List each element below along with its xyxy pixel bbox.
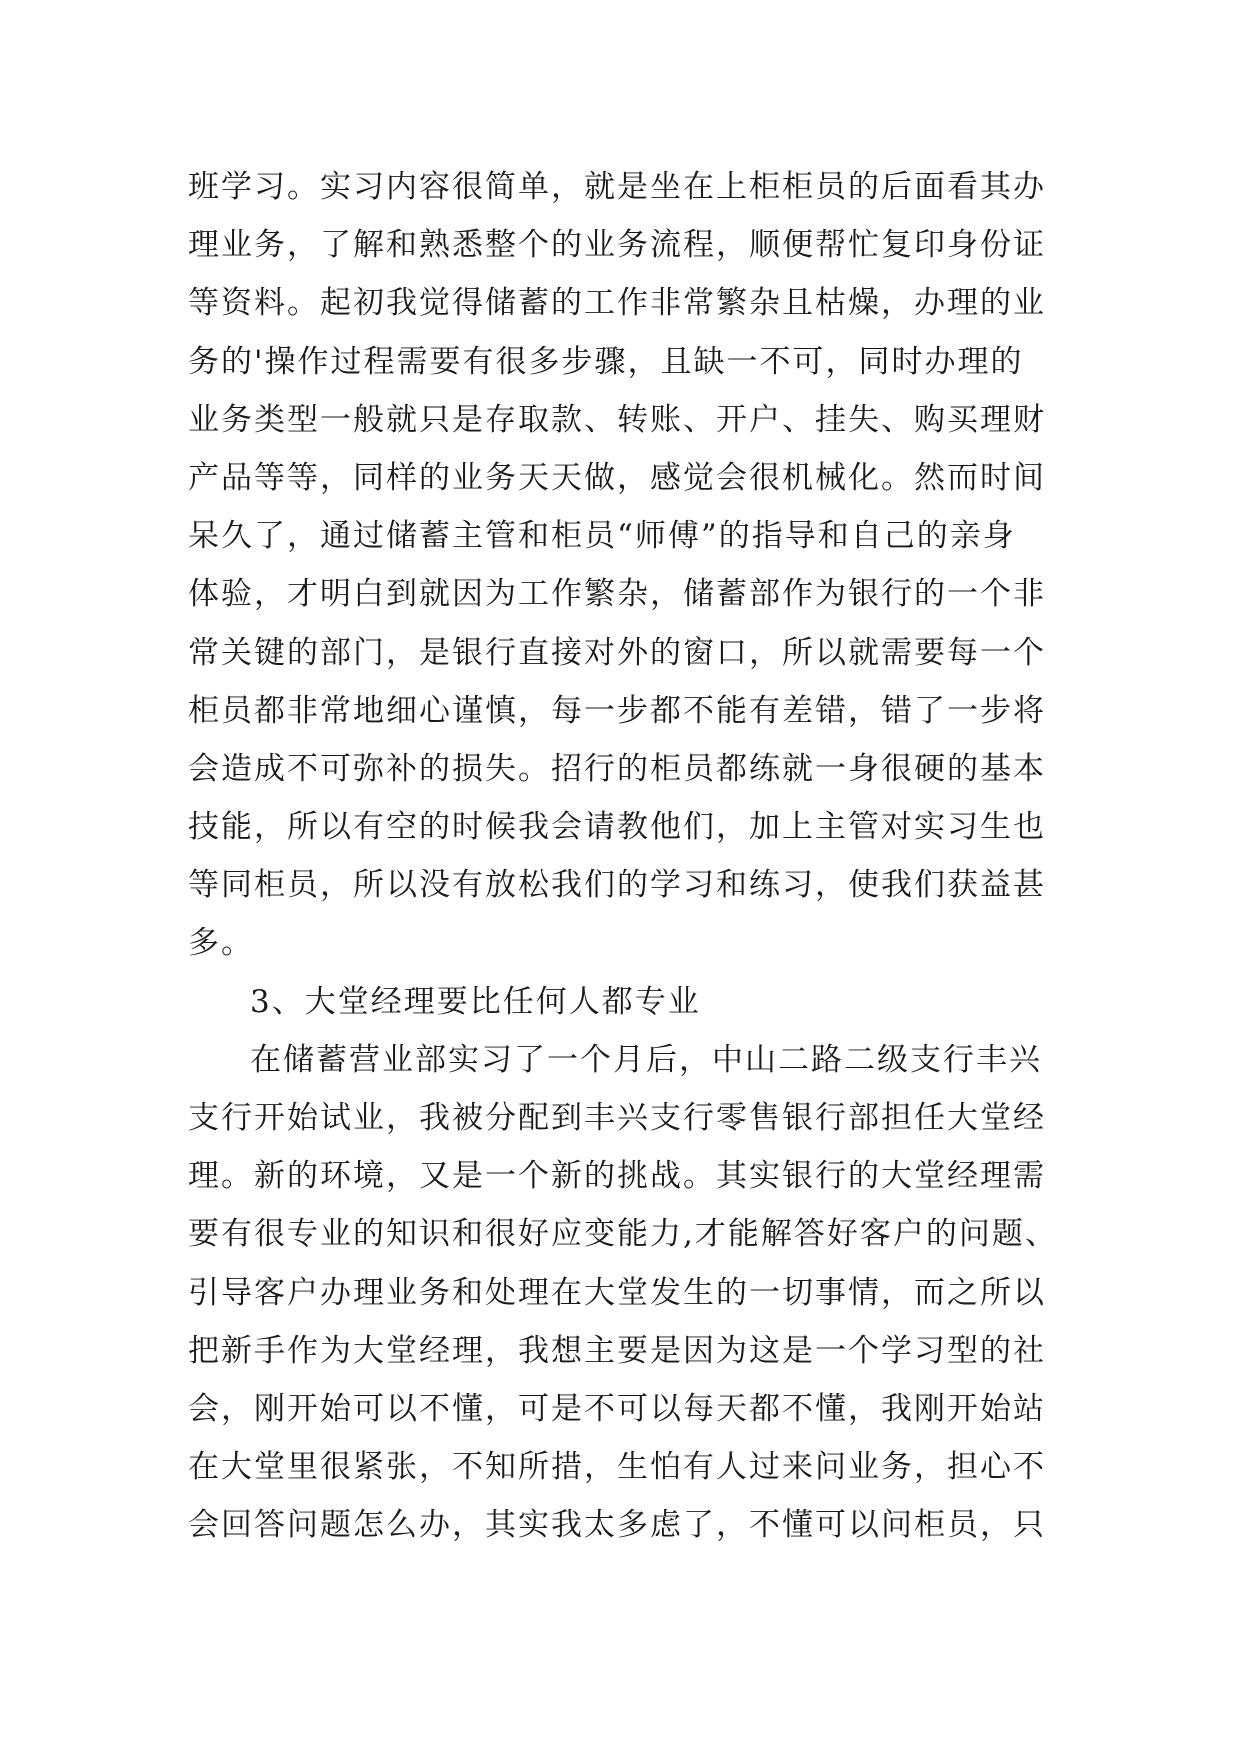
text-line: 理。新的环境，又是一个新的挑战。其实银行的大堂经理需 [188, 1158, 1046, 1195]
text-line: 常关键的部门，是银行直接对外的窗口，所以就需要每一个 [188, 634, 1046, 671]
text-line: 产品等等，同样的业务天天做，感觉会很机械化。然而时间 [188, 459, 1046, 496]
text-line: 会造成不可弥补的损失。招行的柜员都练就一身很硬的基本 [188, 750, 1046, 787]
text-line: 在大堂里很紧张，不知所措，生怕有人过来问业务，担心不 [188, 1449, 1046, 1486]
body-text [188, 158, 1058, 1555]
text-line: 班学习。实习内容很简单，就是坐在上柜柜员的后面看其办 [188, 169, 1046, 205]
text-line: 在储蓄营业部实习了一个月后，中山二路二级支行丰兴 [250, 1041, 1042, 1078]
text-line: 等资料。起初我觉得储蓄的工作非常繁杂且枯燥，办理的业 [188, 285, 1046, 322]
text-line: 会，刚开始可以不懂，可是不可以每天都不懂，我刚开始站 [188, 1390, 1046, 1427]
text-line: 技能，所以有空的时候我会请教他们，加上主管对实习生也 [188, 809, 1046, 846]
text-line: 业务类型一般就只是存取款、转账、开户、挂失、购买理财 [188, 401, 1046, 438]
text-line: 会回答问题怎么办，其实我太多虑了，不懂可以问柜员，只 [188, 1507, 1046, 1544]
section-heading: 3、大堂经理要比任何人都专业 [250, 983, 701, 1020]
text-line: 等同柜员，所以没有放松我们的学习和练习，使我们获益甚 [188, 867, 1046, 904]
text-line: 引导客户办理业务和处理在大堂发生的一切事情，而之所以 [188, 1274, 1046, 1311]
text-line: 支行开始试业，我被分配到丰兴支行零售银行部担任大堂经 [188, 1100, 1046, 1136]
text-line: 柜员都非常地细心谨慎，每一步都不能有差错，错了一步将 [188, 692, 1046, 729]
text-line: 把新手作为大堂经理，我想主要是因为这是一个学习型的社 [188, 1332, 1046, 1369]
text-line: 呆久了，通过储蓄主管和柜员“师傅”的指导和自己的亲身 [188, 518, 1016, 555]
text-line: 务的'操作过程需要有很多步骤，且缺一不可，同时办理的 [188, 343, 1024, 380]
text-line: 要有很专业的知识和很好应变能力,才能解答好客户的问题、 [188, 1216, 1058, 1253]
text-line: 多。 [188, 925, 254, 962]
text-line: 理业务，了解和熟悉整个的业务流程，顺便帮忙复印身份证 [188, 227, 1046, 264]
text-line: 体验，才明白到就因为工作繁杂，储蓄部作为银行的一个非 [188, 576, 1046, 613]
